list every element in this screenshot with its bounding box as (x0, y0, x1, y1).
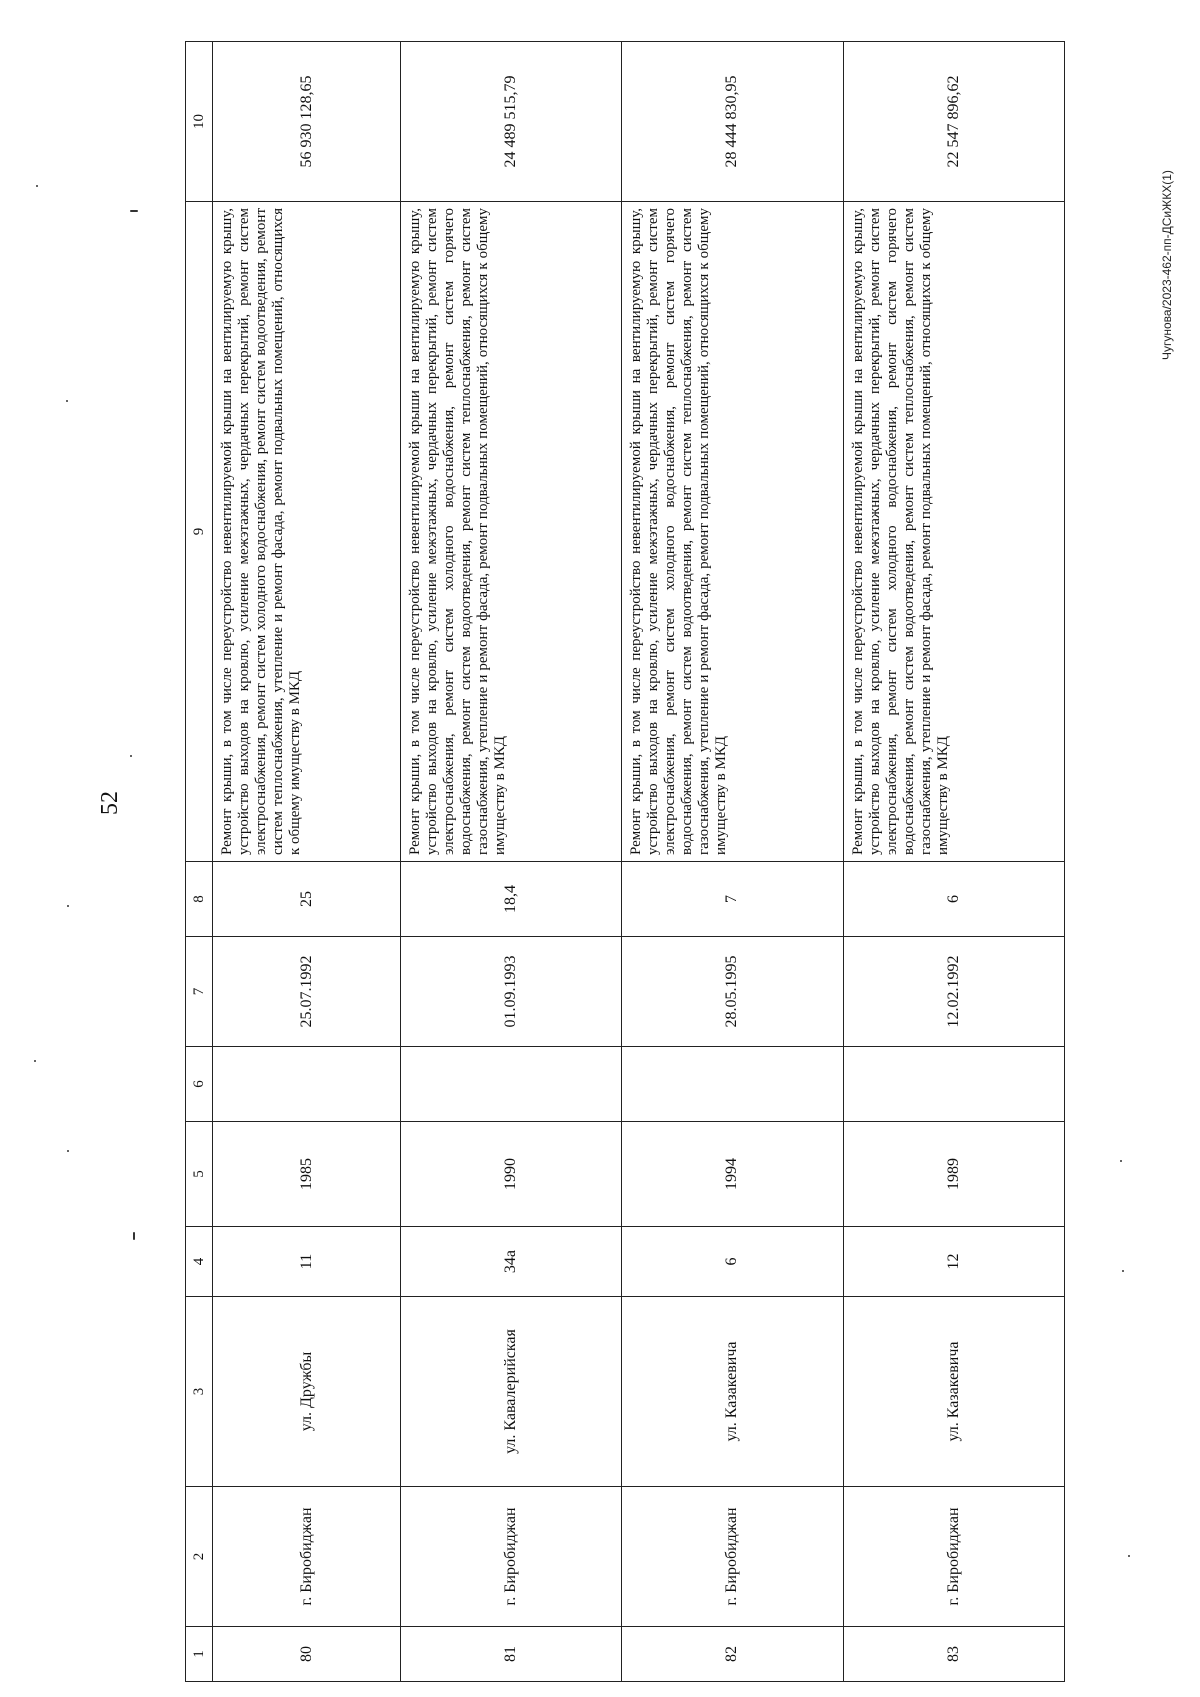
description-cell: Ремонт крыши, в том числе переустройство невентилируемой крыши на вентилируемую крышу, устройство выходов на кровлю, усиление межэтажных, чердачных перекрытий, ремонт систем электроснабжения, ремонт систем холодного водоснабжения, ремонт систем водоотведения, ремонт систем теплоснабжения, утепление и ремонт фасада, ремонт подвальных помещений, относящихся к общему имуществу в МКД (213, 202, 401, 862)
row-number: 83 (843, 1627, 1064, 1682)
row-number: 82 (622, 1627, 843, 1682)
column-6-cell (622, 1047, 843, 1122)
house-cell: 12 (843, 1227, 1064, 1297)
scan-speck (67, 1150, 69, 1152)
year-cell: 1994 (622, 1122, 843, 1227)
header-cell: 3 (186, 1297, 213, 1487)
amount-cell: 56 930 128,65 (213, 42, 401, 202)
scan-speck (67, 905, 69, 907)
column-6-cell (401, 1047, 622, 1122)
date-cell: 28.05.1995 (622, 937, 843, 1047)
description-cell: Ремонт крыши, в том числе переустройство невентилируемой крыши на вентилируемую крышу, устройство выходов на кровлю, усиление межэтажных, чердачных перекрытий, ремонт систем электроснабжения, ремонт систем холодного водоснабжения, ремонт систем горячего водоснабжения, ремонт систем водоотведения, ремонт систем теплоснабжения, ремонт систем газоснабжения, утепление и ремонт фасада, ремонт подвальных помещений, относящихся к общему имуществу в МКД (401, 202, 622, 862)
header-row (186, 42, 213, 1682)
repair-program-table (185, 41, 1065, 1682)
header-cell: 8 (186, 862, 213, 937)
document-reference: Чугунова/2023-462-пп-ДСиЖКХ(1) (1160, 170, 1174, 360)
house-cell: 34а (401, 1227, 622, 1297)
street-cell: ул. Казакевича (622, 1297, 843, 1487)
header-cell: 6 (186, 1047, 213, 1122)
scan-speck (130, 210, 138, 212)
column-6-cell (843, 1047, 1064, 1122)
column-6-cell (213, 1047, 401, 1122)
header-cell: 4 (186, 1227, 213, 1297)
scan-speck (66, 400, 68, 402)
scan-speck (1122, 1270, 1124, 1272)
amount-cell: 24 489 515,79 (401, 42, 622, 202)
scan-speck (36, 185, 38, 187)
description-cell: Ремонт крыши, в том числе переустройство невентилируемой крыши на вентилируемую крышу, устройство выходов на кровлю, усиление межэтажных, чердачных перекрытий, ремонт систем электроснабжения, ремонт систем холодного водоснабжения, ремонт систем горячего водоснабжения, ремонт систем водоотведения, ремонт систем теплоснабжения, ремонт систем газоснабжения, утепление и ремонт фасада, ремонт подвальных помещений, относящихся к общему имуществу в МКД (622, 202, 843, 862)
city-cell: г. Биробиджан (401, 1487, 622, 1627)
scan-speck (1128, 1555, 1130, 1557)
column-8-cell: 25 (213, 862, 401, 937)
year-cell: 1989 (843, 1122, 1064, 1227)
street-cell: ул. Казакевича (843, 1297, 1064, 1487)
column-8-cell: 7 (622, 862, 843, 937)
scan-speck (130, 755, 132, 757)
date-cell: 12.02.1992 (843, 937, 1064, 1047)
header-cell: 9 (186, 202, 213, 862)
city-cell: г. Биробиджан (843, 1487, 1064, 1627)
scan-speck (1120, 1160, 1122, 1162)
scan-speck (133, 1232, 135, 1240)
amount-cell: 28 444 830,95 (622, 42, 843, 202)
street-cell: ул. Кавалерийская (401, 1297, 622, 1487)
page-number: 52 (97, 791, 123, 815)
year-cell: 1990 (401, 1122, 622, 1227)
description-cell: Ремонт крыши, в том числе переустройство невентилируемой крыши на вентилируемую крышу, устройство выходов на кровлю, усиление межэтажных, чердачных перекрытий, ремонт систем электроснабжения, ремонт систем холодного водоснабжения, ремонт систем горячего водоснабжения, ремонт систем водоотведения, ремонт систем теплоснабжения, ремонт систем газоснабжения, утепление и ремонт фасада, ремонт подвальных помещений, относящихся к общему имуществу в МКД (843, 202, 1064, 862)
column-8-cell: 18,4 (401, 862, 622, 937)
house-cell: 11 (213, 1227, 401, 1297)
header-cell: 1 (186, 1627, 213, 1682)
table-row (622, 42, 843, 1682)
header-cell: 7 (186, 937, 213, 1047)
rotated-table-container (185, 42, 1065, 1682)
date-cell: 01.09.1993 (401, 937, 622, 1047)
header-cell: 2 (186, 1487, 213, 1627)
amount-cell: 22 547 896,62 (843, 42, 1064, 202)
street-cell: ул. Дружбы (213, 1297, 401, 1487)
table-row (213, 42, 401, 1682)
header-cell: 10 (186, 42, 213, 202)
year-cell: 1985 (213, 1122, 401, 1227)
house-cell: 6 (622, 1227, 843, 1297)
scan-speck (34, 1060, 36, 1062)
date-cell: 25.07.1992 (213, 937, 401, 1047)
column-8-cell: 6 (843, 862, 1064, 937)
header-cell: 5 (186, 1122, 213, 1227)
city-cell: г. Биробиджан (213, 1487, 401, 1627)
row-number: 81 (401, 1627, 622, 1682)
row-number: 80 (213, 1627, 401, 1682)
table-row (843, 42, 1064, 1682)
city-cell: г. Биробиджан (622, 1487, 843, 1627)
table-row (401, 42, 622, 1682)
